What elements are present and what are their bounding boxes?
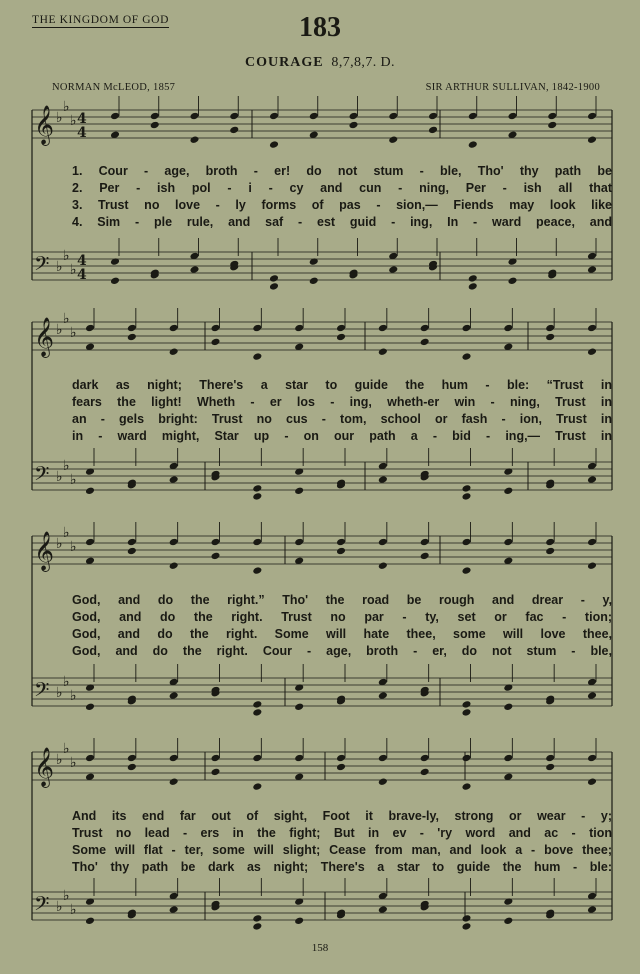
note-head xyxy=(294,917,304,926)
note-head xyxy=(294,703,304,712)
note-head xyxy=(150,121,160,130)
flat-sign-icon: ♭ xyxy=(63,311,70,327)
note-head xyxy=(428,126,438,135)
flat-sign-icon: ♭ xyxy=(70,902,77,918)
note-head xyxy=(294,487,304,496)
flat-sign-icon: ♭ xyxy=(70,262,77,278)
note-head xyxy=(169,754,179,763)
note-head xyxy=(462,708,472,717)
note-head xyxy=(378,475,388,484)
note-head xyxy=(211,552,221,561)
lyric-line: God, and do the right. Some will hate thee, some will love thee, xyxy=(72,627,612,641)
treble-clef-icon: 𝄞 xyxy=(34,105,55,145)
note-head xyxy=(462,566,472,575)
note-head xyxy=(85,487,95,496)
note-head xyxy=(252,492,262,501)
note-head xyxy=(468,282,478,291)
note-head xyxy=(229,112,239,121)
note-head xyxy=(85,703,95,712)
flat-sign-icon: ♭ xyxy=(56,110,63,126)
lyric-line: Some will flat - ter, some will slight; Cease from man, and look a - bove thee; xyxy=(72,843,612,857)
note-head xyxy=(269,140,279,149)
note-head xyxy=(587,691,597,700)
note-head xyxy=(587,265,597,274)
note-head xyxy=(462,324,472,333)
note-head xyxy=(252,324,262,333)
lyric-line: in - ward might, Star up - on our path a - bid - ing,— Trust in xyxy=(72,429,612,443)
note-head xyxy=(503,487,513,496)
note-head xyxy=(211,768,221,777)
note-head xyxy=(127,324,137,333)
note-head xyxy=(169,538,179,547)
note-head xyxy=(545,754,555,763)
note-head xyxy=(545,538,555,547)
flat-sign-icon: ♭ xyxy=(70,755,77,771)
note-head xyxy=(252,914,262,923)
note-head xyxy=(211,338,221,347)
lyric-line: dark as night; There's a star to guide the hum - ble: “Trust in xyxy=(72,378,612,392)
lyric-line: 3. Trust no love - ly forms of pas - sion,— Fiends may look like xyxy=(72,198,612,212)
note-head xyxy=(503,754,513,763)
treble-clef-icon: 𝄞 xyxy=(34,531,55,571)
flat-sign-icon: ♭ xyxy=(70,325,77,341)
note-head xyxy=(349,121,359,130)
note-head xyxy=(169,347,179,356)
lyric-line: And its end far out of sight, Foot it brave-ly, strong or wear - y; xyxy=(72,809,612,823)
note-head xyxy=(252,754,262,763)
note-head xyxy=(462,484,472,493)
note-head xyxy=(336,333,346,342)
flat-sign-icon: ♭ xyxy=(63,674,70,690)
note-head xyxy=(428,112,438,121)
note-head xyxy=(85,917,95,926)
note-head xyxy=(309,112,319,121)
flat-sign-icon: ♭ xyxy=(70,688,77,704)
lyric-line: Tho' thy path be dark as night; There's a star to guide the hum - ble: xyxy=(72,860,612,874)
lyric-line: Trust no lead - ers in the fight; But in ev - 'ry word and ac - tion xyxy=(72,826,612,840)
note-head xyxy=(378,691,388,700)
note-head xyxy=(169,691,179,700)
note-head xyxy=(378,347,388,356)
note-head xyxy=(252,566,262,575)
note-head xyxy=(127,538,137,547)
note-head xyxy=(388,135,398,144)
note-head xyxy=(85,538,95,547)
tune-name: COURAGE xyxy=(245,55,324,70)
note-head xyxy=(190,265,200,274)
note-head xyxy=(508,112,518,121)
section-title: THE KINGDOM OF GOD xyxy=(32,14,169,26)
flat-sign-icon: ♭ xyxy=(63,248,70,264)
note-head xyxy=(547,121,557,130)
lyric-line: 2. Per - ish pol - i - cy and cun - ning, Per - ish all that xyxy=(72,181,612,195)
bass-clef-icon: 𝄢 xyxy=(34,678,50,706)
note-head xyxy=(252,700,262,709)
note-head xyxy=(252,352,262,361)
note-head xyxy=(462,914,472,923)
note-head xyxy=(503,703,513,712)
note-head xyxy=(503,538,513,547)
time-signature: 4 xyxy=(77,111,87,127)
note-head xyxy=(378,561,388,570)
note-head xyxy=(127,333,137,342)
note-head xyxy=(587,112,597,121)
note-head xyxy=(388,265,398,274)
note-head xyxy=(110,112,120,121)
note-head xyxy=(462,700,472,709)
flat-sign-icon: ♭ xyxy=(56,469,63,485)
note-head xyxy=(462,782,472,791)
lyric-line: God, and do the right.” Tho' the road be rough and drear - y, xyxy=(72,593,612,607)
page-number: 158 xyxy=(311,942,329,954)
time-signature: 4 xyxy=(77,253,87,269)
flat-sign-icon: ♭ xyxy=(56,899,63,915)
note-head xyxy=(85,754,95,763)
note-head xyxy=(587,561,597,570)
flat-sign-icon: ♭ xyxy=(56,536,63,552)
flat-sign-icon: ♭ xyxy=(63,525,70,541)
note-head xyxy=(85,324,95,333)
flat-sign-icon: ♭ xyxy=(56,685,63,701)
note-head xyxy=(378,754,388,763)
note-head xyxy=(336,547,346,556)
note-head xyxy=(211,538,221,547)
note-head xyxy=(378,324,388,333)
note-head xyxy=(468,274,478,283)
note-head xyxy=(468,140,478,149)
composer-credit: SIR ARTHUR SULLIVAN, 1842-1900 xyxy=(425,82,600,93)
note-head xyxy=(336,754,346,763)
note-head xyxy=(294,538,304,547)
lyric-line: an - gels bright: Trust no cus - tom, school or fash - ion, Trust in xyxy=(72,412,612,426)
note-head xyxy=(545,763,555,772)
note-head xyxy=(420,538,430,547)
lyric-line: God, and do the right. Cour - age, broth - er, do not stum - ble, xyxy=(72,644,612,658)
bass-clef-icon: 𝄢 xyxy=(34,462,50,490)
note-head xyxy=(378,777,388,786)
meter: 8,7,8,7. D. xyxy=(331,55,395,70)
lyric-line: 4. Sim - ple rule, and saf - est guid - ing, In - ward peace, and xyxy=(72,215,612,229)
note-head xyxy=(462,922,472,931)
note-head xyxy=(269,112,279,121)
flat-sign-icon: ♭ xyxy=(70,472,77,488)
note-head xyxy=(127,547,137,556)
time-signature: 4 xyxy=(77,125,87,141)
note-head xyxy=(190,135,200,144)
note-head xyxy=(349,112,359,121)
lyric-line: 1. Cour - age, broth - er! do not stum - ble, Tho' thy path be xyxy=(72,164,612,178)
note-head xyxy=(169,475,179,484)
note-head xyxy=(252,538,262,547)
note-head xyxy=(252,484,262,493)
note-head xyxy=(169,561,179,570)
note-head xyxy=(587,754,597,763)
note-head xyxy=(309,277,319,286)
note-head xyxy=(252,708,262,717)
note-head xyxy=(420,768,430,777)
flat-sign-icon: ♭ xyxy=(56,322,63,338)
note-head xyxy=(378,538,388,547)
note-head xyxy=(462,754,472,763)
note-head xyxy=(336,763,346,772)
note-head xyxy=(127,763,137,772)
flat-sign-icon: ♭ xyxy=(63,888,70,904)
note-head xyxy=(269,274,279,283)
note-head xyxy=(545,324,555,333)
note-head xyxy=(547,112,557,121)
note-head xyxy=(508,277,518,286)
treble-clef-icon: 𝄞 xyxy=(34,317,55,357)
note-head xyxy=(462,538,472,547)
note-head xyxy=(127,754,137,763)
note-head xyxy=(468,112,478,121)
author-credit: NORMAN McLEOD, 1857 xyxy=(52,82,176,93)
note-head xyxy=(420,324,430,333)
note-head xyxy=(150,112,160,121)
note-head xyxy=(169,777,179,786)
note-head xyxy=(587,777,597,786)
note-head xyxy=(587,905,597,914)
flat-sign-icon: ♭ xyxy=(63,99,70,115)
flat-sign-icon: ♭ xyxy=(63,458,70,474)
note-head xyxy=(190,112,200,121)
note-head xyxy=(503,917,513,926)
note-head xyxy=(420,338,430,347)
note-head xyxy=(545,333,555,342)
note-head xyxy=(462,492,472,501)
note-head xyxy=(503,324,513,333)
note-head xyxy=(388,112,398,121)
note-head xyxy=(169,905,179,914)
lyric-line: fears the light! Wheth - er los - ing, wheth-er win - ning, Trust in xyxy=(72,395,612,409)
hymn-number: 183 xyxy=(299,12,341,43)
lyric-line: God, and do the right. Trust no par - ty, set or fac - tion; xyxy=(72,610,612,624)
bass-clef-icon: 𝄢 xyxy=(34,252,50,280)
note-head xyxy=(211,754,221,763)
note-head xyxy=(462,352,472,361)
note-head xyxy=(420,754,430,763)
bass-clef-icon: 𝄢 xyxy=(34,892,50,920)
note-head xyxy=(587,475,597,484)
note-head xyxy=(336,324,346,333)
flat-sign-icon: ♭ xyxy=(70,113,77,129)
note-head xyxy=(587,324,597,333)
flat-sign-icon: ♭ xyxy=(56,259,63,275)
time-signature: 4 xyxy=(77,267,87,283)
note-head xyxy=(252,782,262,791)
note-head xyxy=(269,282,279,291)
note-head xyxy=(545,547,555,556)
note-head xyxy=(294,754,304,763)
note-head xyxy=(110,277,120,286)
note-head xyxy=(211,324,221,333)
note-head xyxy=(378,905,388,914)
note-head xyxy=(420,552,430,561)
note-head xyxy=(169,324,179,333)
flat-sign-icon: ♭ xyxy=(70,539,77,555)
note-head xyxy=(294,324,304,333)
note-head xyxy=(587,135,597,144)
note-head xyxy=(587,538,597,547)
note-head xyxy=(252,922,262,931)
note-head xyxy=(229,126,239,135)
flat-sign-icon: ♭ xyxy=(63,741,70,757)
treble-clef-icon: 𝄞 xyxy=(34,747,55,787)
note-head xyxy=(587,347,597,356)
note-head xyxy=(336,538,346,547)
flat-sign-icon: ♭ xyxy=(56,752,63,768)
